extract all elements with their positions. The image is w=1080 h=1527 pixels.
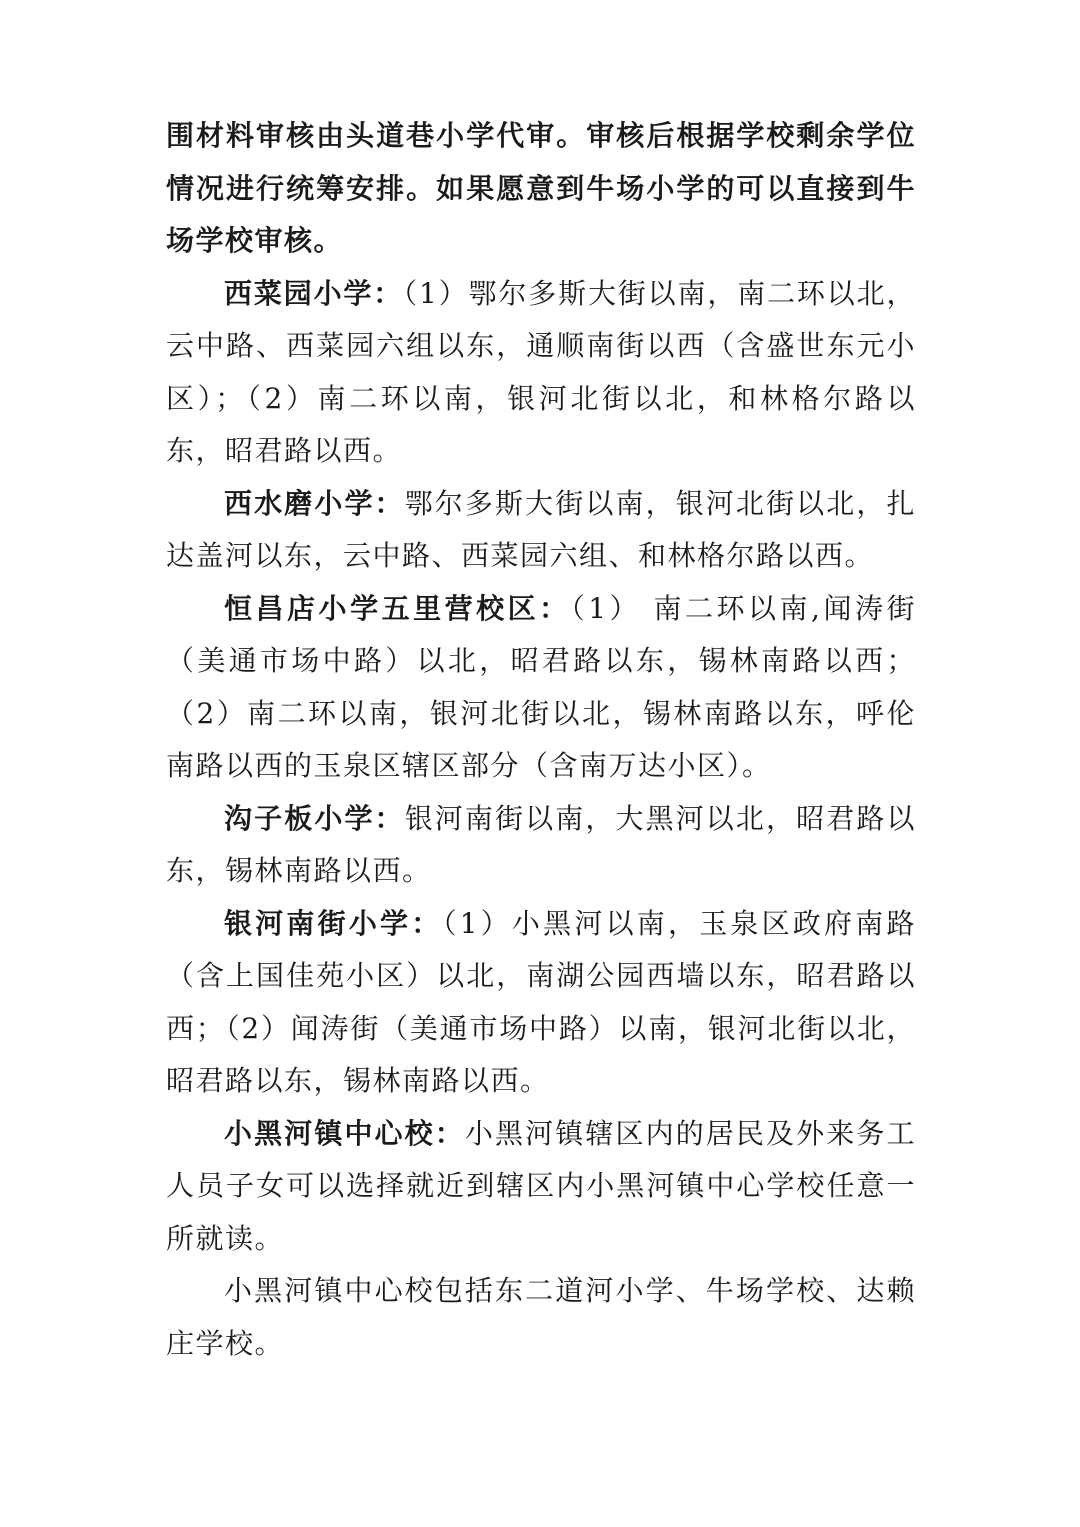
document-body [166,110,916,1370]
paragraph-gouziban-school [166,793,916,898]
paragraph-text: 小黑河镇辖区内的居民及外来务工人员子女可以选择就近到辖区内小黑河镇中心学校任意一所就读。 [166,1116,916,1255]
paragraph-continuation [166,110,916,268]
paragraph-center-school-members [166,1265,916,1370]
paragraph-text: （1） 南二环以南,闻涛街（美通市场中路）以北，昭君路以东，锡林南路以西；（2）南二环以南，银河北街以北，锡林南路以东，呼伦南路以西的玉泉区辖区部分（含南万达小区）。 [166,591,916,782]
paragraph-text: 鄂尔多斯大街以南，银河北街以北，扎达盖河以东，云中路、西菜园六组、和林格尔路以西。 [166,486,916,572]
school-name: 西水磨小学： [224,486,405,520]
paragraph-text: （1）鄂尔多斯大街以南，南二环以北，云中路、西菜园六组以东，通顺南街以西（含盛世东元小区）；（2）南二环以南，银河北街以北，和林格尔路以东，昭君路以西。 [166,276,916,467]
paragraph-yinhenanjie-school [166,898,916,1108]
school-name: 恒昌店小学五里营校区： [224,591,571,625]
paragraph-xiaoheihe-center-school [166,1108,916,1266]
paragraph-text: 围材料审核由头道巷小学代审。审核后根据学校剩余学位情况进行统筹安排。如果愿意到牛场小学的可以直接到牛场学校审核。 [166,119,916,257]
paragraph-hengchangdian-school [166,583,916,793]
school-name: 西菜园小学： [224,276,404,310]
school-name: 沟子板小学： [224,801,405,835]
paragraph-xicaiyuan-school [166,268,916,478]
paragraph-text: 银河南街以南，大黑河以北，昭君路以东，锡林南路以西。 [166,801,916,887]
paragraph-text: 小黑河镇中心校包括东二道河小学、牛场学校、达赖庄学校。 [166,1274,916,1360]
paragraph-xishuimo-school [166,478,916,583]
school-name: 小黑河镇中心校： [224,1116,465,1150]
school-name: 银河南街小学： [224,906,443,940]
paragraph-text: （1）小黑河以南，玉泉区政府南路（含上国佳苑小区）以北，南湖公园西墙以东，昭君路以西；（2）闻涛街（美通市场中路）以南，银河北街以北，昭君路以东，锡林南路以西。 [166,906,916,1097]
